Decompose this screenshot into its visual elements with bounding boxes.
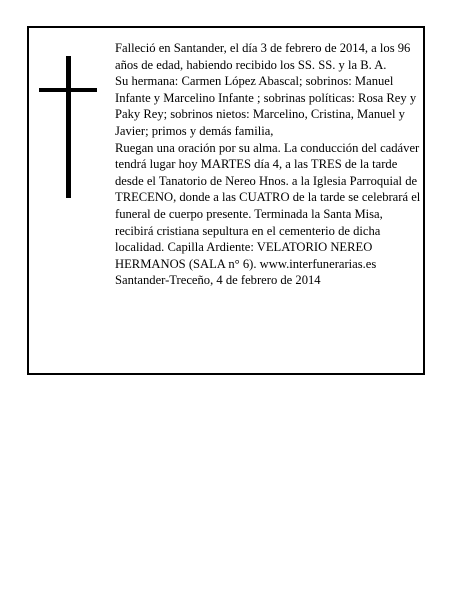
death-announcement: Falleció en Santander, el día 3 de febrero de 2014, a los 96 años de edad, habiendo recibido los SS. SS. y la B. A. (115, 41, 411, 72)
family-list: Su hermana: Carmen López Abascal; sobrinos: Manuel Infante y Marcelino Infante ; sobrinas políticas: Rosa Rey y Paky Rey; sobrinos nietos: Marcelino, Cristina, Manuel y Javier; primos y demás familia, (115, 74, 417, 138)
obituary-notice (27, 26, 425, 375)
cross-icon (39, 56, 97, 198)
funeral-details: Ruegan una oración por su alma. La conducción del cadáver tendrá lugar hoy MARTES día 4, a las TRES de la tarde desde el Tanatorio de Nereo Hnos. a la Iglesia Parroquial de TRECENO, donde a las CUATRO de la tarde se celebrará el funeral de cuerpo presente. Terminada la Santa Misa, recibirá cristiana sepultura en el cementerio de dicha localidad. Capilla Ardiente: VELATORIO NEREO HERMANOS (SALA n° 6). www.interfunerarias.es Santander-Treceño, 4 de febrero de 2014 (115, 140, 421, 288)
obituary-text (115, 40, 421, 289)
cross-vertical-bar (66, 56, 71, 198)
cross-horizontal-bar (39, 88, 97, 92)
